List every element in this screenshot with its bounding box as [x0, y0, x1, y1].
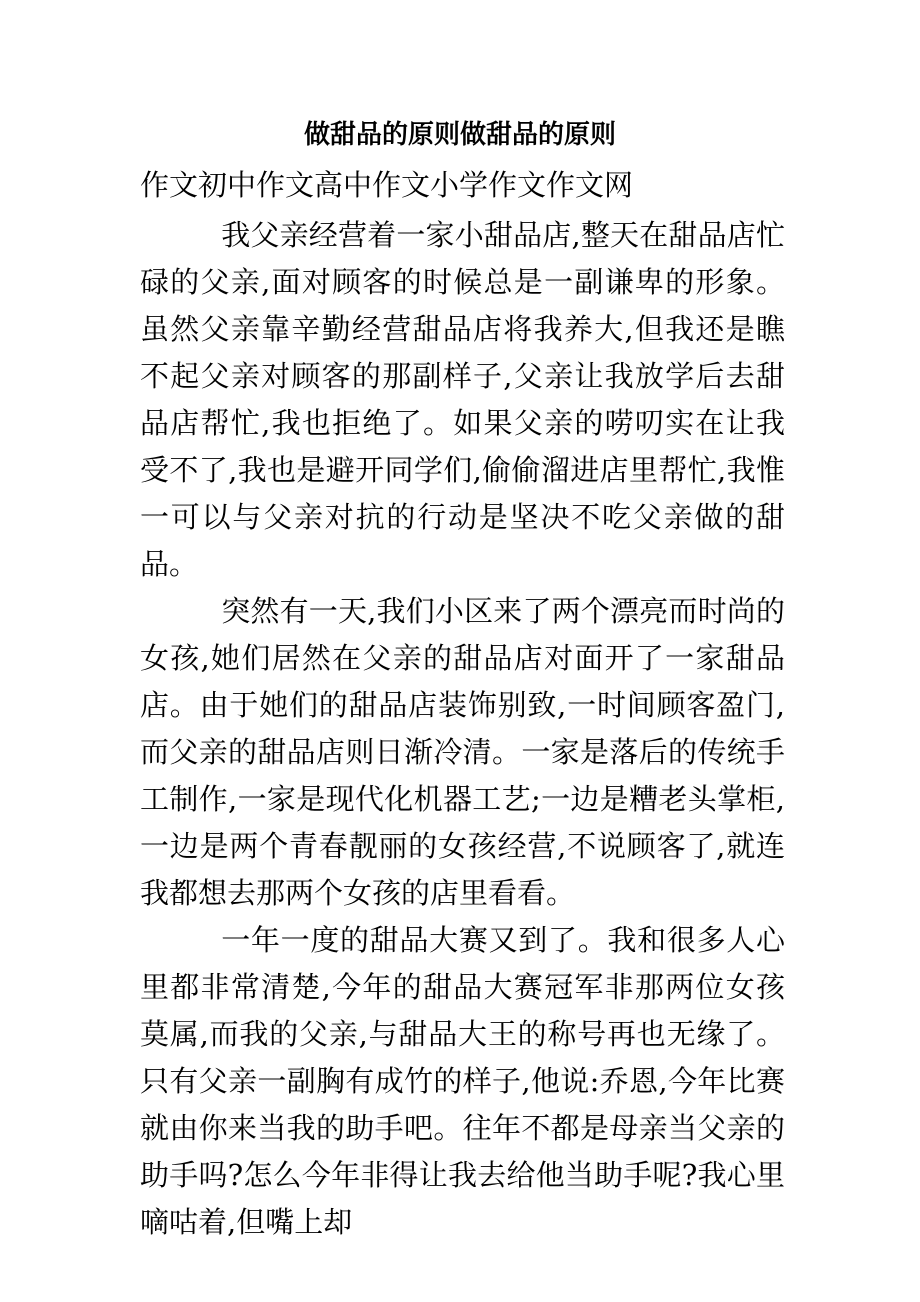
page-subtitle: 作文初中作文高中作文小学作文作文网 [140, 168, 634, 202]
document-body [140, 212, 785, 1246]
paragraph: 突然有一天,我们小区来了两个漂亮而时尚的女孩,她们居然在父亲的甜品店对面开了一家甜品店。由于她们的甜品店装饰别致,一时间顾客盈门,而父亲的甜品店则日渐冷清。一家是落后的传统手工制作,一家是现代化机器工艺;一边是糟老头掌柜,一边是两个青春靓丽的女孩经营,不说顾客了,就连我都想去那两个女孩的店里看看。 [140, 594, 785, 910]
paragraph: 一年一度的甜品大赛又到了。我和很多人心里都非常清楚,今年的甜品大赛冠军非那两位女孩莫属,而我的父亲,与甜品大王的称号再也无缘了。只有父亲一副胸有成竹的样子,他说:乔恩,今年比赛就由你来当我的助手吧。往年不都是母亲当父亲的助手吗?怎么今年非得让我去给他当助手呢?我心里嘀咕着,但嘴上却 [140, 923, 785, 1239]
page-title: 做甜品的原则做甜品的原则 [303, 120, 616, 150]
paragraph: 我父亲经营着一家小甜品店,整天在甜品店忙碌的父亲,面对顾客的时候总是一副谦卑的形象。虽然父亲靠辛勤经营甜品店将我养大,但我还是瞧不起父亲对顾客的那副样子,父亲让我放学后去甜品店帮忙,我也拒绝了。如果父亲的唠叨实在让我受不了,我也是避开同学们,偷偷溜进店里帮忙,我惟一可以与父亲对抗的行动是坚决不吃父亲做的甜品。 [140, 218, 785, 581]
